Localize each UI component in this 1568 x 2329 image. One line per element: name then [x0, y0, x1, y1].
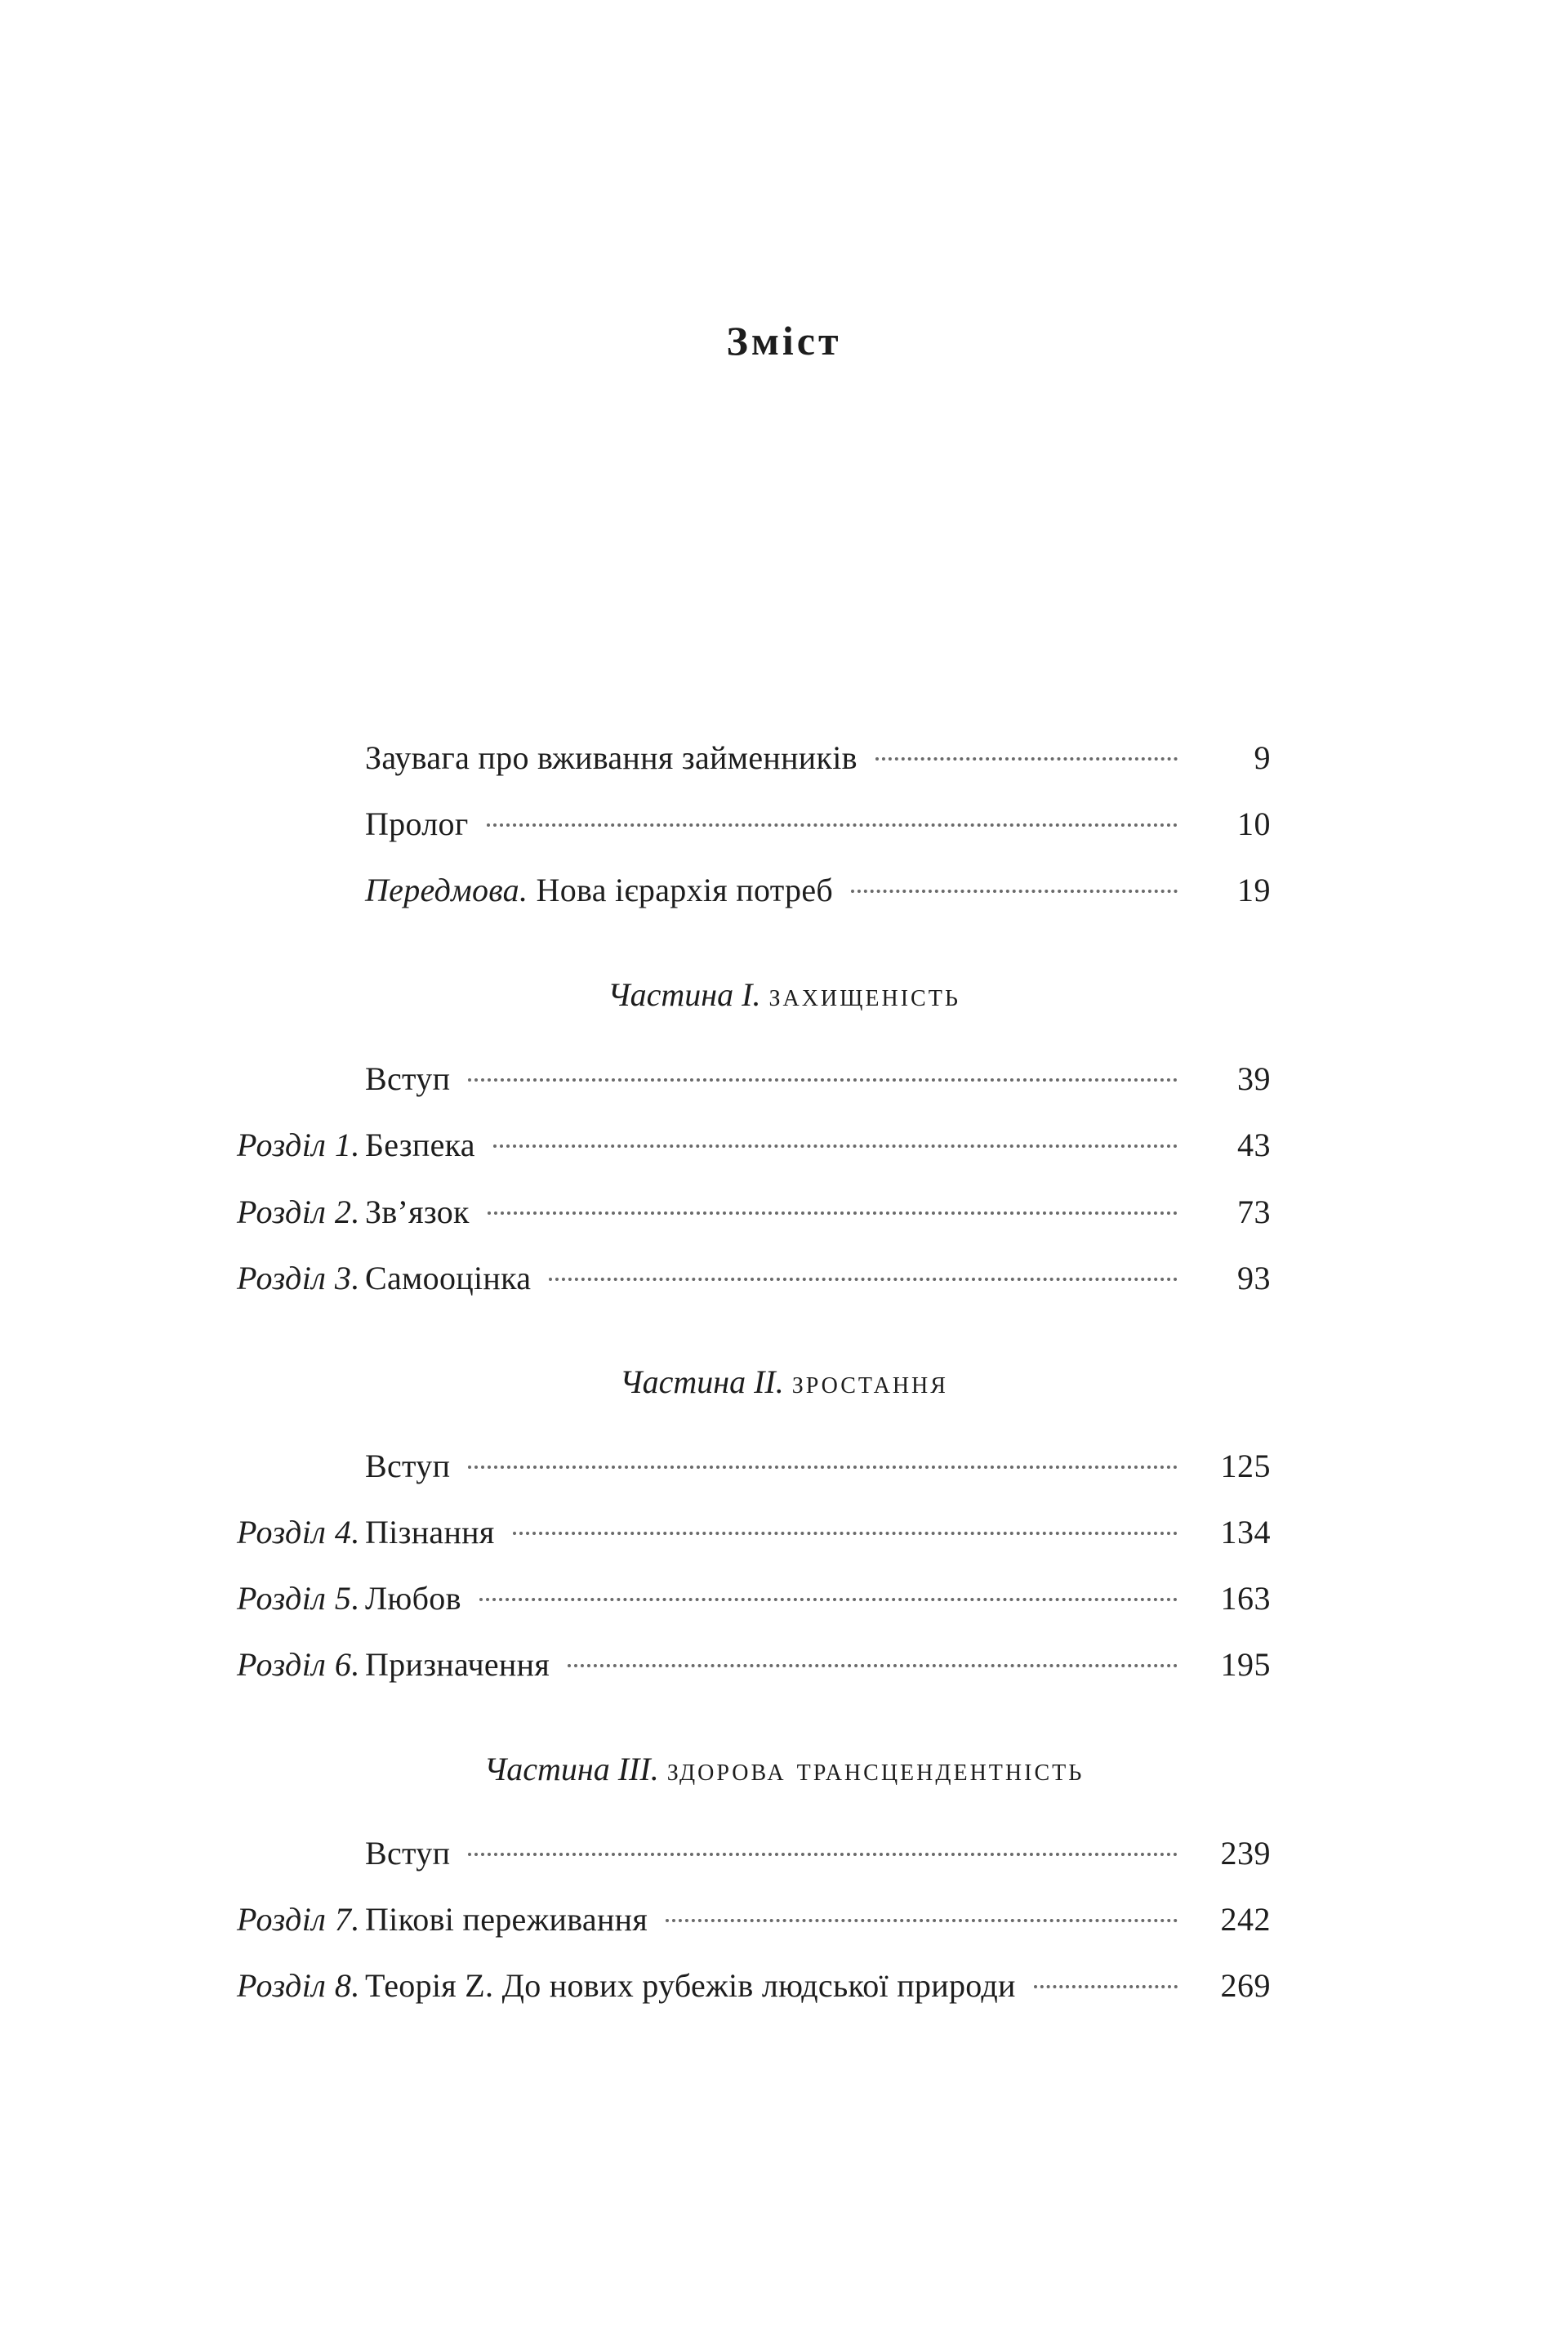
page-number: 163 — [1220, 1580, 1271, 1617]
part-name: здорова трансцендентність — [666, 1751, 1085, 1787]
toc-entry[interactable] — [0, 1636, 1568, 1693]
entry-title: Любов — [365, 1580, 461, 1617]
part-heading-2[interactable] — [0, 1354, 1568, 1411]
entry-title: Призначення — [365, 1646, 550, 1683]
dot-leader — [479, 1598, 1178, 1601]
toc-entry-prologue[interactable] — [0, 796, 1568, 853]
page-number: 43 — [1237, 1127, 1271, 1163]
toc-entry[interactable] — [0, 1438, 1568, 1495]
toc-entry-body — [365, 1891, 1183, 1948]
page-number: 242 — [1220, 1901, 1271, 1938]
toc-entry[interactable] — [0, 1250, 1568, 1307]
entry-title: Пролог — [365, 805, 469, 842]
page-number: 39 — [1237, 1060, 1271, 1097]
dot-leader — [1034, 1985, 1178, 1988]
toc-entry-body — [365, 1184, 1183, 1241]
dot-leader — [468, 1853, 1178, 1856]
entry-title: Теорія Z. До нових рубежів людської природи — [365, 1967, 1016, 2004]
part-heading-3[interactable] — [0, 1741, 1568, 1798]
toc-entry-body — [365, 1957, 1183, 2014]
toc-entry-body — [365, 1250, 1183, 1307]
entry-title: Вступ — [365, 1060, 451, 1097]
part-label: Частина II. — [620, 1363, 784, 1400]
toc-entry-body — [365, 1504, 1183, 1561]
dot-leader — [513, 1532, 1178, 1535]
toc-entry-preface[interactable] — [0, 862, 1568, 919]
dot-leader — [568, 1664, 1178, 1667]
chapter-prefix: Розділ 1. — [237, 1127, 360, 1163]
part-heading-1[interactable] — [0, 966, 1568, 1024]
dot-leader — [549, 1278, 1178, 1281]
dot-leader — [468, 1466, 1178, 1469]
chapter-prefix: Розділ 7. — [237, 1901, 360, 1938]
dot-leader — [666, 1919, 1178, 1922]
part-name: зростання — [791, 1363, 948, 1400]
dot-leader — [851, 890, 1178, 893]
page-title: Зміст — [726, 318, 842, 364]
entry-title: Зв’язок — [365, 1194, 470, 1230]
page-number: 239 — [1220, 1835, 1271, 1872]
toc-entry-body — [365, 1825, 1183, 1882]
chapter-prefix: Розділ 5. — [237, 1580, 360, 1617]
page-number: 73 — [1237, 1194, 1271, 1230]
entry-title: Пікові переживання — [365, 1901, 648, 1938]
entry-title: Вступ — [365, 1835, 451, 1872]
chapter-prefix: Розділ 8. — [237, 1967, 360, 2004]
toc-entry[interactable] — [0, 1184, 1568, 1241]
toc-entry-body — [365, 1636, 1183, 1693]
entry-title: Безпека — [365, 1127, 475, 1163]
entry-title: Пізнання — [365, 1514, 495, 1550]
entry-title-italic: Передмова. — [365, 872, 528, 908]
chapter-prefix: Розділ 6. — [237, 1646, 360, 1683]
toc-entry[interactable] — [0, 1891, 1568, 1948]
toc-entry-body — [365, 729, 1183, 787]
page-number: 9 — [1254, 739, 1271, 776]
toc-entry[interactable] — [0, 1825, 1568, 1882]
page-number: 125 — [1220, 1448, 1271, 1484]
toc-entry-body — [365, 796, 1183, 853]
page-number: 93 — [1237, 1260, 1271, 1296]
dot-leader — [493, 1144, 1178, 1148]
part-label: Частина I. — [608, 976, 761, 1013]
entry-title-rest: Нова ієрархія потреб — [528, 872, 834, 908]
entry-title: Самооцінка — [365, 1260, 532, 1296]
toc-entry-body — [365, 1438, 1183, 1495]
dot-leader — [468, 1078, 1178, 1082]
entry-title — [365, 862, 833, 919]
entry-title: Вступ — [365, 1448, 451, 1484]
page-number: 134 — [1220, 1514, 1271, 1550]
toc-entry-pronouns-note[interactable] — [0, 729, 1568, 787]
page-number: 269 — [1220, 1967, 1271, 2004]
toc-entry-body — [365, 1570, 1183, 1627]
dot-leader — [487, 823, 1178, 827]
toc-entry-body — [365, 1117, 1183, 1174]
toc-entry[interactable] — [0, 1957, 1568, 2014]
page-number: 19 — [1237, 872, 1271, 908]
page-number: 10 — [1237, 805, 1271, 842]
toc-entry[interactable] — [0, 1051, 1568, 1108]
toc-entry[interactable] — [0, 1504, 1568, 1561]
dot-leader — [488, 1211, 1178, 1215]
chapter-prefix: Розділ 2. — [237, 1194, 360, 1230]
toc-entry-body — [365, 1051, 1183, 1108]
chapter-prefix: Розділ 4. — [237, 1514, 360, 1550]
toc-entry[interactable] — [0, 1570, 1568, 1627]
chapter-prefix: Розділ 3. — [237, 1260, 360, 1296]
toc-entry[interactable] — [0, 1117, 1568, 1174]
part-name: захищеність — [768, 976, 960, 1013]
part-label: Частина III. — [483, 1751, 659, 1787]
entry-title: Заувага про вживання займенників — [365, 739, 858, 776]
toc-entry-body — [365, 862, 1183, 919]
page-number: 195 — [1220, 1646, 1271, 1683]
dot-leader — [875, 757, 1178, 761]
